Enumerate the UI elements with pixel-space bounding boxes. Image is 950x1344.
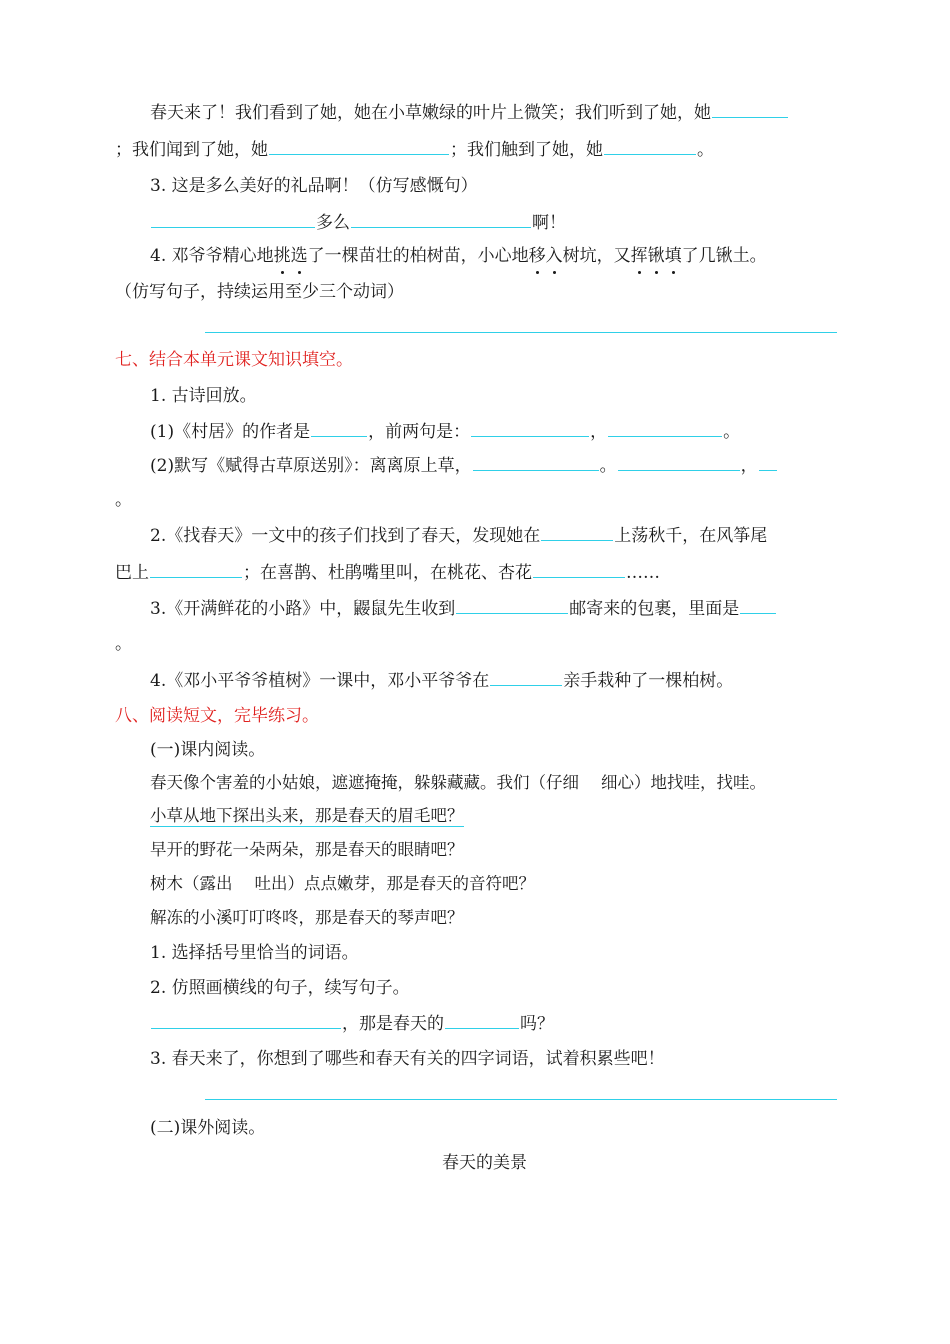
emphasis-char: 挑 [273,246,291,266]
emphasis-char: 选 [290,246,308,266]
text: 2.《找春天》一文中的孩子们找到了春天，发现她在 [150,526,541,546]
text: ， [740,456,758,476]
text: ；我们触到了她，她 [450,140,603,160]
text: 亲手栽种了一棵柏树。 [563,671,734,691]
answer-line[interactable] [205,1099,837,1100]
text: 上荡秋千，在风筝尾 [614,526,768,546]
sec7-q1b [150,453,778,478]
sec6-q4-instruction: （仿写句子，持续运用至少三个动词） [115,282,404,302]
text: 春天来了！我们看到了她，她在小草嫩绿的叶片上微笑；我们听到了她，她 [150,103,711,123]
text: 巴上 [115,563,149,583]
section-8-heading: 八、阅读短文，完毕练习。 [115,706,319,726]
text: ，前两句是： [368,422,471,442]
sec7-q4 [150,668,733,693]
emphasis-char: 填 [664,246,682,266]
text: 4.《邓小平爷爷植树》一课中，邓小平爷爷在 [150,671,490,691]
sec8-q2-answer [150,1011,554,1036]
answer-blank[interactable] [604,137,696,155]
text: 3.《开满鲜花的小路》中，鼹鼠先生收到 [150,599,456,619]
text: 春天像个害羞的小姑娘，遮遮掩掩，躲躲藏藏。我们（仔细 [150,773,579,792]
passage-title: 春天的美景 [442,1153,527,1173]
passage-line-2 [150,804,464,828]
text: 多么 [316,213,350,233]
text: 啊！ [532,213,566,233]
text: ， [590,422,608,442]
answer-blank[interactable] [740,596,776,614]
underlined-sentence: 小草从地下探出头来，那是春天的眉毛吧？ [150,806,464,825]
sec6-q2-line2 [115,137,714,162]
emphasis-char: 挥 [630,246,648,266]
text: 。 [723,422,741,442]
text: (2)默写《赋得古草原送别》：离离原上草， [150,456,472,476]
answer-blank[interactable] [533,560,625,578]
answer-blank[interactable] [150,560,242,578]
answer-blank[interactable] [151,210,315,228]
emphasis-char: 入 [545,246,563,266]
passage-line-3: 早开的野花一朵两朵，那是春天的眼睛吧？ [150,840,464,859]
sec7-q1b-end: 。 [115,490,132,510]
answer-blank[interactable] [618,453,740,471]
answer-blank[interactable] [712,100,788,118]
text: 树坑，又 [562,246,631,266]
answer-blank[interactable] [490,668,562,686]
sec6-q3-answer [150,210,566,235]
answer-blank[interactable] [473,453,599,471]
sec8-q2: 2. 仿照画横线的句子，续写句子。 [150,978,410,998]
text: 。 [599,456,617,476]
section-7-heading: 七、结合本单元课文知识填空。 [115,350,353,370]
text: 4. 邓爷爷精心地 [150,246,274,266]
text: …… [626,563,660,583]
answer-blank[interactable] [351,210,531,228]
sec7-q3 [150,596,777,621]
sec7-q3-end: 。 [115,634,132,654]
answer-blank[interactable] [151,1011,341,1029]
sec6-q3: 3. 这是多么美好的礼品啊！（仿写感慨句） [150,176,478,196]
emphasis-char: 移 [528,246,546,266]
answer-blank[interactable] [608,419,722,437]
text: 树木（露出 [150,874,233,893]
text: 了一棵苗壮的柏树苗，小心地 [307,246,529,266]
passage-line-4 [150,872,535,896]
answer-blank[interactable] [445,1011,519,1029]
sec8-sub2: (二)课外阅读。 [150,1118,266,1138]
text: 邮寄来的包裹，里面是 [569,599,740,619]
answer-blank[interactable] [471,419,589,437]
sec7-q2-line2 [115,560,660,585]
text: 了几锹土。 [681,246,767,266]
sec7-q1: 1. 古诗回放。 [150,386,257,406]
text: (1)《村居》的作者是 [150,422,311,442]
text: 吗？ [520,1014,554,1034]
sec8-sub1: (一)课内阅读。 [150,740,266,760]
answer-blank[interactable] [541,523,613,541]
text: ；在喜鹊、杜鹃嘴里叫，在桃花、杏花 [243,563,532,583]
answer-blank[interactable] [456,596,568,614]
passage-line-5: 解冻的小溪叮叮咚咚，那是春天的琴声吧？ [150,908,464,927]
text: ，那是春天的 [342,1014,444,1034]
sec6-q4 [150,244,767,268]
sec8-q3: 3. 春天来了，你想到了哪些和春天有关的四字词语，试着积累些吧！ [150,1049,665,1069]
sec8-q1: 1. 选择括号里恰当的词语。 [150,943,359,963]
passage-line-1 [150,771,766,795]
answer-blank[interactable] [759,453,777,471]
answer-blank[interactable] [311,419,367,437]
text: 。 [697,140,714,160]
sec7-q1a [150,419,740,444]
text: ；我们闻到了她，她 [115,140,268,160]
sec7-q2 [150,523,767,548]
sec6-q2-line1 [150,100,789,125]
answer-line[interactable] [205,332,837,333]
text: 吐出）点点嫩芽，那是春天的音符吧？ [254,874,535,893]
answer-blank[interactable] [269,137,449,155]
text: 细心）地找哇，找哇。 [601,773,766,792]
emphasis-char: 锹 [647,246,665,266]
